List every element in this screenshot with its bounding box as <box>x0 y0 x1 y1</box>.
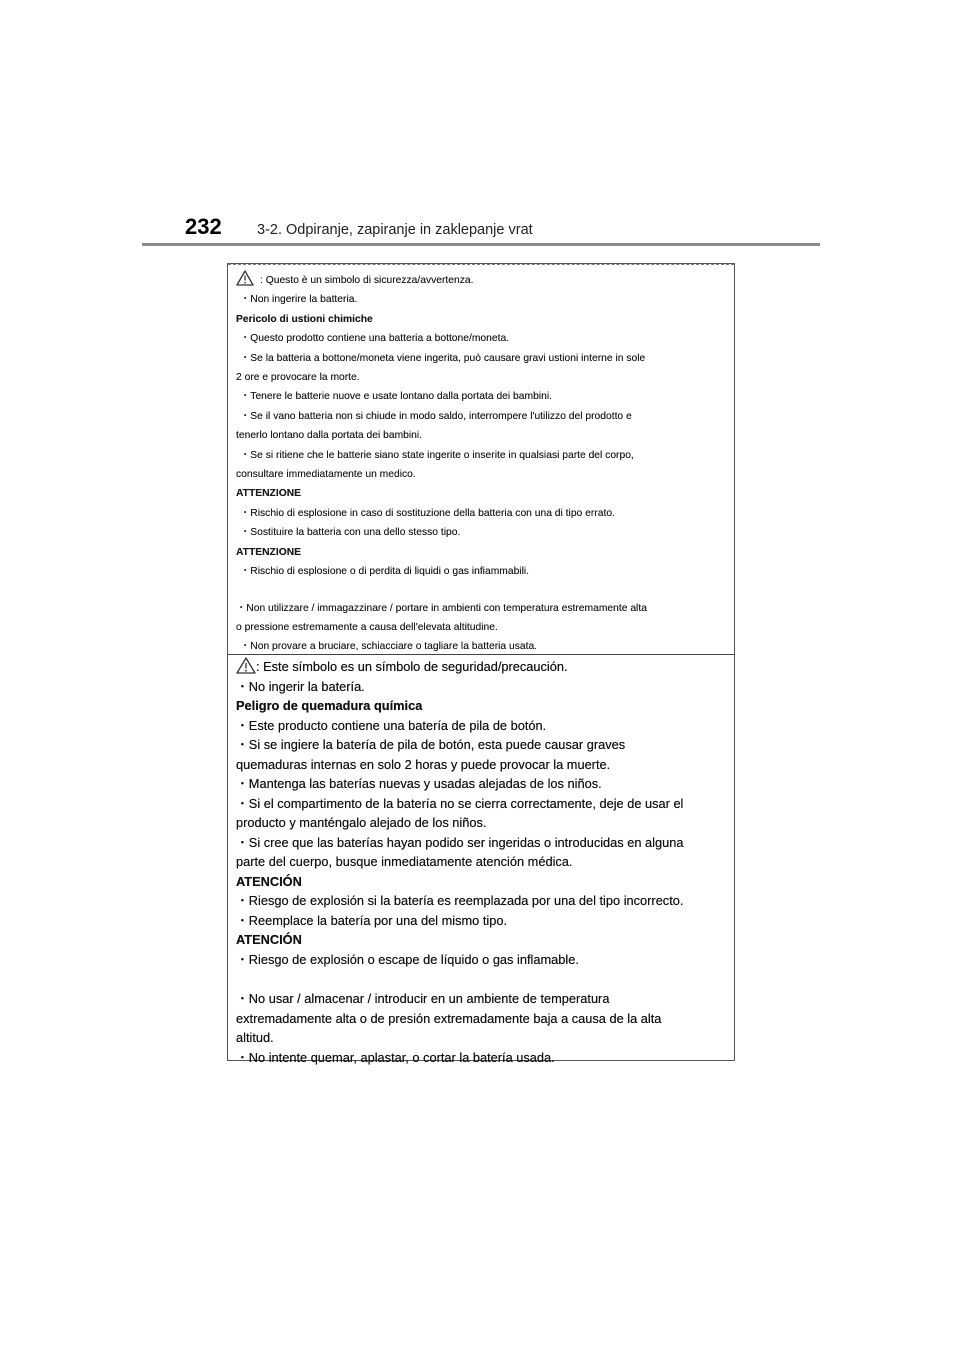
it-symbol-note-text: : Questo è un simbolo di sicurezza/avvertenza. <box>260 275 474 286</box>
es-line-2b: quemaduras internas en solo 2 horas y puede provocar la muerte. <box>236 756 611 772</box>
italian-warning-section <box>236 270 726 657</box>
es-attention-2: ATENCIÓN <box>236 932 302 947</box>
it-line-9a: ・Non utilizzare / immagazzinare / portare in ambienti con temperatura estremamente alta <box>236 602 647 614</box>
it-attention-1: ATTENZIONE <box>236 488 302 500</box>
spanish-warning-section <box>236 657 730 1067</box>
section-title: 3-2. Odpiranje, zapiranje in zaklepanje vrat <box>257 222 533 238</box>
it-line-7: ・Sostituire la batteria con una dello stesso tipo. <box>240 527 461 539</box>
es-line-9b: extremadamente alta o de presión extremadamente baja a causa de la alta <box>236 1010 662 1026</box>
it-line-9b: o pressione estremamente a causa dell'elevata altitudine. <box>236 621 498 633</box>
es-line-4b: producto y manténgalo alejado de los niños. <box>236 815 487 830</box>
es-line-3: ・Mantenga las baterías nuevas y usadas alejadas de los niños. <box>236 776 602 791</box>
warning-triangle-icon <box>236 270 254 286</box>
it-line-4b: tenerlo lontano dalla portata dei bambini. <box>236 430 423 442</box>
es-line-5a: ・Si cree que las baterías hayan podido ser ingeridas o introducidas en alguna <box>236 834 684 850</box>
it-line-10: ・Non provare a bruciare, schiacciare o tagliare la batteria usata. <box>240 641 538 653</box>
es-line-7: ・Reemplace la batería por una del mismo tipo. <box>236 912 508 928</box>
box-top-dashed-line <box>228 264 734 265</box>
es-chem-title: Peligro de quemadura química <box>236 698 423 713</box>
es-line-5b: parte del cuerpo, busque inmediatamente atención médica. <box>236 854 573 869</box>
it-line-4a: ・Se il vano batteria non si chiude in modo saldo, interrompere l'utilizzo del prodotto e <box>240 410 632 422</box>
header-rule <box>142 243 820 246</box>
it-spacer <box>236 582 726 599</box>
es-line-2a: ・Si se ingiere la batería de pila de botón, esta puede causar graves <box>236 737 626 752</box>
it-symbol-note <box>236 270 726 290</box>
es-symbol-note <box>236 657 730 677</box>
es-line-8: ・Riesgo de explosión o escape de líquido o gas inflamable. <box>236 951 579 967</box>
warning-triangle-icon <box>236 657 256 674</box>
es-line-6: ・Riesgo de explosión si la batería es reemplazada por una del tipo incorrecto. <box>236 893 684 908</box>
es-line-9a: ・No usar / almacenar / introducir en un ambiente de temperatura <box>236 991 610 1006</box>
it-line-8: ・Rischio di esplosione o di perdita di liquidi o gas infiammabili. <box>240 566 530 578</box>
page-number: 232 <box>185 214 222 239</box>
es-line-1: ・Este producto contiene una batería de pila de botón. <box>236 717 547 733</box>
it-line-5b: consultare immediatamente un medico. <box>236 469 416 481</box>
it-line-2a: ・Se la batteria a bottone/moneta viene ingerita, può causare gravi ustioni interne in sole <box>240 352 646 364</box>
it-no-ingest: ・Non ingerire la batteria. <box>240 294 358 306</box>
es-spacer <box>236 969 730 989</box>
es-line-4a: ・Si el compartimento de la batería no se cierra correctamente, deje de usar el <box>236 795 684 811</box>
es-symbol-note-text: : Este símbolo es un símbolo de seguridad/precaución. <box>256 659 568 674</box>
it-line-5a: ・Se si ritiene che le batterie siano state ingerite o inserite in qualsiasi parte del corpo, <box>240 449 634 461</box>
language-divider <box>228 654 734 655</box>
es-line-10: ・No intente quemar, aplastar, o cortar la batería usada. <box>236 1049 555 1065</box>
it-line-3: ・Tenere le batterie nuove e usate lontano dalla portata dei bambini. <box>240 391 552 403</box>
it-line-1: ・Questo prodotto contiene una batteria a bottone/moneta. <box>240 333 510 345</box>
es-line-9c: altitud. <box>236 1030 274 1045</box>
it-line-2b: 2 ore e provocare la morte. <box>236 372 360 384</box>
battery-warning-box <box>227 263 735 1065</box>
es-attention-1: ATENCIÓN <box>236 873 302 889</box>
es-no-ingest: ・No ingerir la batería. <box>236 678 365 694</box>
it-attention-2: ATTENZIONE <box>236 546 302 558</box>
it-line-6: ・Rischio di esplosione in caso di sostituzione della batteria con una di tipo errato. <box>240 507 615 519</box>
it-chem-title: Pericolo di ustioni chimiche <box>236 313 373 325</box>
